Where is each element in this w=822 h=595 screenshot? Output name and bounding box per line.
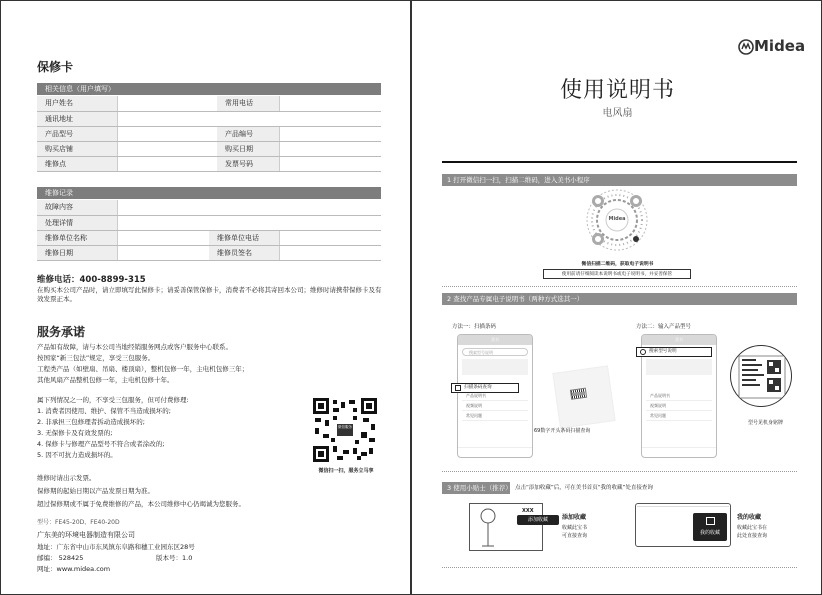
manual-title: 使用说明书 <box>559 78 675 103</box>
table-row <box>37 126 381 141</box>
method2-label: 方法二：输入产品型号 <box>636 324 692 330</box>
paid-item: 2. 非承担三包修理者拆动造成损坏的; <box>37 418 145 426</box>
product-name-placeholder: XXX <box>522 508 534 514</box>
table-row <box>37 111 381 126</box>
barcode-note: 69数字开头条码扫描查询 <box>534 428 591 434</box>
field-label: 常用电话 <box>217 96 279 111</box>
step1-hint: 微信扫描二维码，获取电子说明书 <box>581 262 654 267</box>
phone-row: 常见问题 <box>462 411 528 421</box>
phone-row: 产品说明书 <box>646 391 712 401</box>
field-value <box>279 230 381 245</box>
field-value <box>117 96 217 111</box>
field-label: 产品编号 <box>217 126 279 141</box>
field-label: 通讯地址 <box>37 111 117 126</box>
field-value <box>117 111 381 126</box>
brand-name: Midea <box>754 37 806 55</box>
my-favorites-title: 我的收藏 <box>737 514 762 521</box>
field-label: 维修单位名称 <box>37 230 117 245</box>
barcode-icon <box>570 388 587 400</box>
field-label: 发票号码 <box>217 156 279 171</box>
extra-line: 超过保修期或不属于免费维修的产品，本公司维修中心仍竭诚为您服务。 <box>37 500 245 508</box>
table-row <box>37 141 381 156</box>
phone-mockup-scan <box>457 334 533 458</box>
field-value <box>117 126 217 141</box>
card-line <box>637 506 729 507</box>
paid-item: 1. 消费者因使用、维护、保管不当造成损坏的; <box>37 407 171 415</box>
step1-header: 1 打开微信扫一扫，扫描二维码，进入美书小程序 <box>442 174 797 186</box>
phone-header: 美书 <box>642 335 716 345</box>
my-favorites-desc: 此处直接查询 <box>737 533 768 539</box>
field-value <box>279 141 381 156</box>
add-favorite-desc: 收藏此宝书 <box>562 525 588 531</box>
table-row <box>37 200 381 215</box>
book-icon <box>706 517 715 525</box>
my-favorites-desc: 收藏此宝书在 <box>737 525 768 531</box>
qr-center-label: 微信服务 <box>338 425 352 429</box>
extra-line: 维修时请出示发票。 <box>37 474 96 482</box>
phone-row: 视频说明 <box>462 401 528 411</box>
phone-row: 产品说明书 <box>462 391 528 401</box>
product-box-illustration <box>552 365 615 428</box>
table-row <box>37 215 381 230</box>
field-label: 维修员签名 <box>209 245 279 260</box>
user-info-header: 相关信息（用户填写） <box>37 83 381 95</box>
service-qr-caption: 微信扫一扫，服务立马享 <box>318 468 374 474</box>
dotted-divider <box>442 286 797 287</box>
field-value <box>117 245 209 260</box>
step1-notice-box: 使用前请仔细阅读本说明书或电子说明书，并妥善保管 <box>543 269 691 279</box>
dotted-divider <box>442 567 797 568</box>
phone-footer <box>458 447 532 457</box>
paid-item: 5. 因不可抗力造成损坏的。 <box>37 451 117 459</box>
search-icon <box>640 349 646 355</box>
hotline-note: 在购买本公司产品时，请立即填写此保修卡；请妥善保管保修卡，消费者不必将其寄回本公司；维修时请携带保修卡及有效发票正本。 <box>37 286 382 303</box>
mini-code-brand: Midea <box>608 216 626 222</box>
model-search-option[interactable]: 搜索型号说明 <box>636 347 712 357</box>
field-value <box>279 96 381 111</box>
add-favorite-desc: 可直接查询 <box>562 533 588 539</box>
my-favorites-label: 我的收藏 <box>699 530 720 536</box>
field-value <box>117 230 209 245</box>
add-favorite-title: 添加收藏 <box>562 514 587 521</box>
warranty-title: 保修卡 <box>37 60 74 74</box>
company-name: 广东美的环境电器制造有限公司 <box>37 531 135 539</box>
method1-label: 方法一：扫描条码 <box>452 324 497 330</box>
paid-item: 3. 无保修卡及有效发票的; <box>37 429 113 437</box>
repair-record-header: 维修记录 <box>37 187 381 199</box>
step3-header: 3 使用小贴士（推荐） <box>442 482 510 494</box>
service-qr-code[interactable] <box>313 398 377 462</box>
field-label: 维修点 <box>37 156 117 171</box>
field-label: 用户姓名 <box>37 96 117 111</box>
paid-item: 4. 保修卡与修理产品型号不符合或者涂改的; <box>37 440 165 448</box>
phone-header: 美书 <box>458 335 532 345</box>
phone-row: 常见问题 <box>646 411 712 421</box>
service-line: 产品如有故障，请与本公司当地经销服务网点或客户服务中心联系。 <box>37 343 232 351</box>
midea-logo-icon <box>738 39 754 55</box>
field-value <box>117 156 217 171</box>
company-address: 地址：广东省中山市东凤镇东阜路和穗工业园东区28号 <box>37 543 195 551</box>
table-row <box>37 156 381 171</box>
nameplate-note: 型号见机身铭牌 <box>748 420 784 426</box>
phone-banner <box>462 359 528 375</box>
field-label: 购买日期 <box>217 141 279 156</box>
phone-footer <box>642 447 716 457</box>
model-numbers: 型号：FE45-20D、FE40-20D <box>37 519 120 526</box>
table-row <box>37 230 381 245</box>
dotted-divider <box>442 471 797 472</box>
repair-hotline: 维修电话：400-8899-315 <box>37 275 146 285</box>
postcode: 邮编： 528425 <box>37 554 84 562</box>
table-row <box>37 245 381 260</box>
table-row <box>37 96 381 111</box>
service-line: 按国家“新三包法”规定，享受三包服务。 <box>37 354 155 362</box>
add-favorite-button[interactable]: 添加收藏 <box>517 515 559 525</box>
website: 网址：www.midea.com <box>37 565 111 573</box>
repair-record-table <box>37 200 381 261</box>
service-promise-title: 服务承诺 <box>37 325 86 339</box>
field-value <box>279 126 381 141</box>
title-divider <box>442 161 797 163</box>
service-line: 工程类产品（如壁扇、吊扇、楼顶扇），整机包修一年，主电机包修三年； <box>37 365 249 373</box>
mini-program-code[interactable] <box>584 187 650 253</box>
manual-cover-page <box>411 0 822 595</box>
scan-icon <box>455 385 461 391</box>
field-value <box>279 245 381 260</box>
paid-repair-title: 属下列情况之一的，不享受三包服务，但可付费修理: <box>37 396 189 404</box>
phone-search: 搜索型号说明 <box>462 348 528 356</box>
user-info-table <box>37 96 381 172</box>
field-value <box>117 141 217 156</box>
field-label: 处理详情 <box>37 215 117 230</box>
field-value <box>117 215 381 230</box>
phone-banner <box>646 359 712 375</box>
nameplate-magnifier <box>730 345 792 407</box>
field-label: 产品型号 <box>37 126 117 141</box>
field-label: 维修日期 <box>37 245 117 260</box>
extra-line: 保修期的起始日期以产品发票日期为准。 <box>37 487 154 495</box>
field-value <box>117 200 381 215</box>
field-label: 故障内容 <box>37 200 117 215</box>
scan-barcode-option[interactable]: 扫描条码查询 <box>451 383 519 393</box>
service-line: 其他风扇产品整机包修一年，主电机包修十年。 <box>37 376 174 384</box>
step3-description: 点击“添加收藏”后，可在美书首页“我的收藏”处直接查询 <box>515 485 653 491</box>
phone-row: 视频说明 <box>646 401 712 411</box>
step2-header: 2 查找产品专属电子说明书（两种方式选其一） <box>442 293 797 305</box>
product-type: 电风扇 <box>602 108 633 119</box>
field-label: 维修单位电话 <box>209 230 279 245</box>
field-label: 购买店铺 <box>37 141 117 156</box>
field-value <box>279 156 381 171</box>
version-number: 版本号：1.0 <box>156 554 193 562</box>
my-favorites-button[interactable] <box>693 513 727 541</box>
